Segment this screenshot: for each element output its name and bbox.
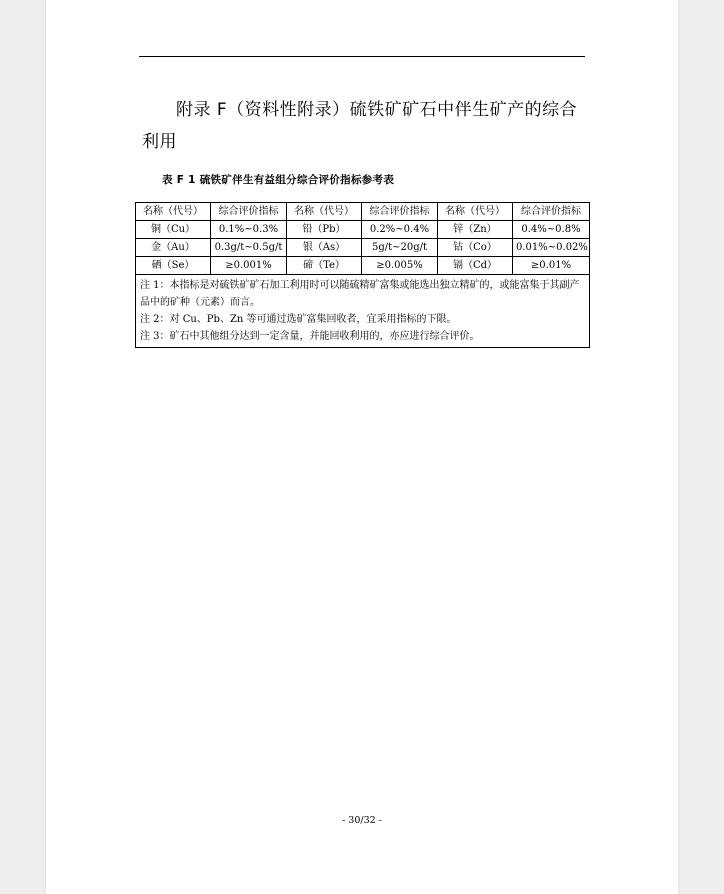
header-cell: 名称（代号） — [438, 203, 513, 221]
table-cell: 0.01%~0.02% — [513, 239, 590, 257]
table-cell: 铅（Pb） — [287, 221, 362, 239]
document-page — [46, 0, 678, 894]
table-cell: 银（As） — [287, 239, 362, 257]
table-cell: 5g/t~20g/t — [362, 239, 438, 257]
header-cell: 名称（代号） — [136, 203, 211, 221]
table-caption: 表 F 1 硫铁矿伴生有益组分综合评价指标参考表 — [162, 174, 395, 186]
table-cell: 碲（Te） — [287, 257, 362, 275]
table-cell: 0.2%~0.4% — [362, 221, 438, 239]
table-cell: 钴（Co） — [438, 239, 513, 257]
table-cell: 铜（Cu） — [136, 221, 211, 239]
table-row — [136, 239, 590, 257]
table-notes-cell — [136, 275, 590, 348]
appendix-title: 附录 F（资料性附录）硫铁矿矿石中伴生矿产的综合利用 — [142, 100, 578, 152]
header-rule — [139, 56, 585, 57]
table-note: 注 3：矿石中其他组分达到一定含量，并能回收利用的，亦应进行综合评价。 — [140, 331, 480, 342]
table-row — [136, 221, 590, 239]
table-cell: 金（Au） — [136, 239, 211, 257]
table-cell: ≥0.005% — [362, 257, 438, 275]
header-cell: 综合评价指标 — [362, 203, 438, 221]
table-note: 注 1：本指标是对硫铁矿矿石加工利用时可以随硫精矿富集或能选出独立精矿的，或能富集于其副产品中的矿种（元素）而言。 — [140, 280, 580, 308]
table-cell: 0.3g/t~0.5g/t — [211, 239, 287, 257]
table-note: 注 2：对 Cu、Pb、Zn 等可通过选矿富集回收者，宜采用指标的下限。 — [140, 314, 457, 325]
table-notes-row — [136, 275, 590, 348]
table-cell: 锌（Zn） — [438, 221, 513, 239]
table-row — [136, 257, 590, 275]
table-cell: 硒（Se） — [136, 257, 211, 275]
table-cell: ≥0.001% — [211, 257, 287, 275]
table-header-row — [136, 203, 590, 221]
table-cell: 0.4%~0.8% — [513, 221, 590, 239]
table-cell: 镉（Cd） — [438, 257, 513, 275]
table-cell: 0.1%~0.3% — [211, 221, 287, 239]
header-cell: 综合评价指标 — [211, 203, 287, 221]
header-cell: 综合评价指标 — [513, 203, 590, 221]
table-cell: ≥0.01% — [513, 257, 590, 275]
header-cell: 名称（代号） — [287, 203, 362, 221]
evaluation-index-table — [135, 202, 590, 348]
page-number: - 30/32 - — [342, 815, 382, 826]
